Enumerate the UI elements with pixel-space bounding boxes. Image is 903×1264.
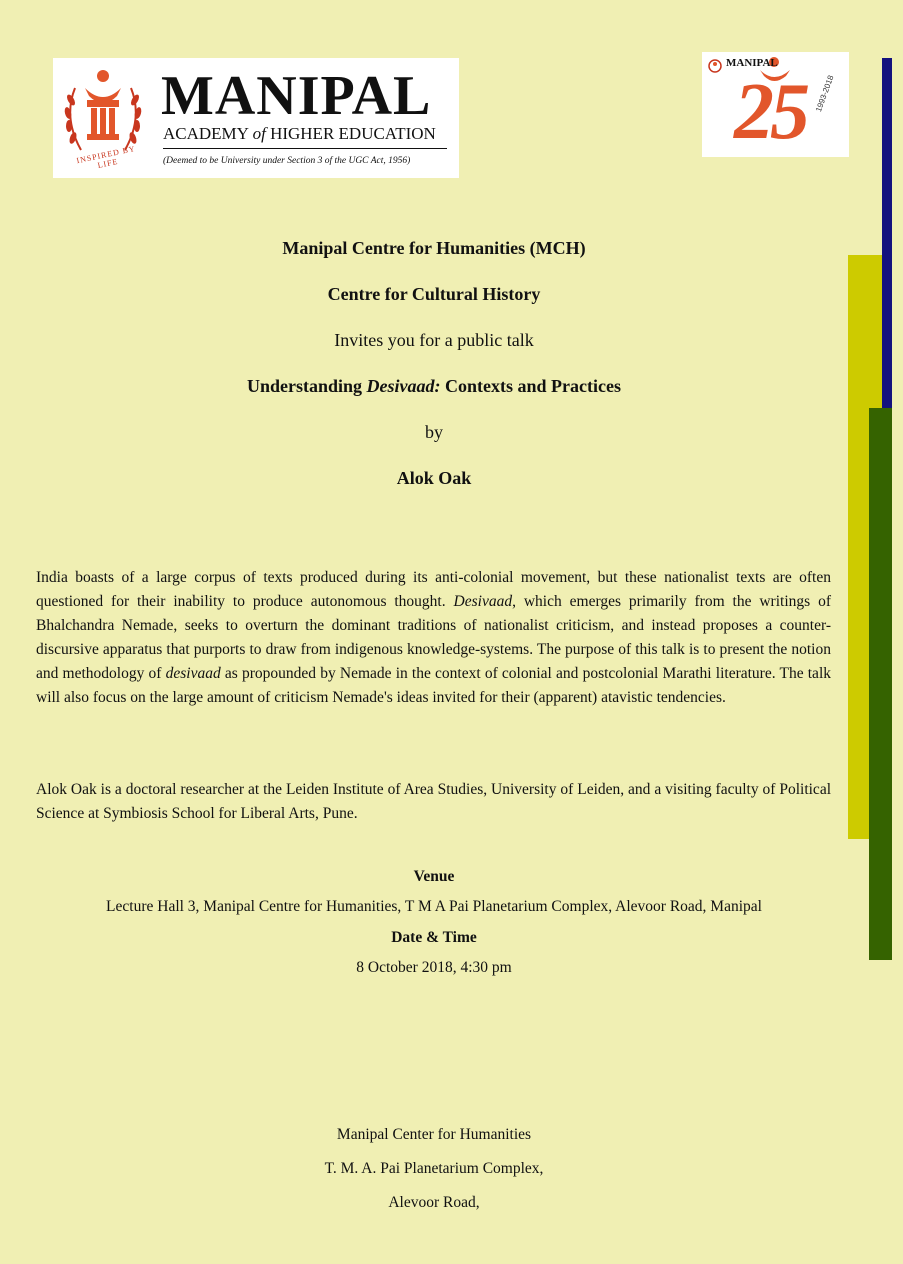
manipal-logo-name: MANIPAL — [161, 65, 432, 127]
manipal-logo-subtitle: ACADEMY of HIGHER EDUCATION — [163, 124, 436, 143]
manipal-25-years: 1993-2018 — [814, 74, 836, 114]
footer-address-line-1: Manipal Center for Humanities — [336, 1126, 532, 1143]
manipal-logo-rule — [163, 148, 447, 149]
organizer-name: Manipal Centre for Humanities (MCH) — [282, 238, 586, 258]
datetime-value: 8 October 2018, 4:30 pm — [356, 959, 512, 976]
talk-abstract: India boasts of a large corpus of texts produced during its anti-colonial movement, but these nationalist texts are often questioned for their inability to produce autonomous thought. Desivaad, which emerges primarily from the writings of Bhalchandra Nemade, seeks to overturn the dominant traditions of nationalist criticism, and instead proposes a counter-discursive apparatus that purports to draw from indigenous knowledge-systems. The purpose of this talk is to present the notion and methodology of desivaad as propounded by Nemade in the context of colonial and postcolonial Marathi literature. The talk will also focus on the large amount of criticism Nemade's ideas invited for their (apparent) atavistic tendencies. — [36, 569, 831, 706]
invitation-line: Invites you for a public talk — [334, 330, 534, 350]
manipal-25-years-logo — [702, 52, 849, 157]
by-line: by — [425, 422, 443, 442]
venue-label: Venue — [413, 868, 455, 885]
centre-name: Centre for Cultural History — [327, 284, 541, 304]
footer-address-line-3: Alevoor Road, — [388, 1194, 480, 1211]
manipal-logo-deemed: (Deemed to be University under Section 3 of the UGC Act, 1956) — [163, 156, 411, 166]
manipal-25-number: 25 — [734, 68, 806, 156]
venue-value: Lecture Hall 3, Manipal Centre for Humanities, T M A Pai Planetarium Complex, Alevoor Road, Manipal — [106, 898, 762, 915]
footer-address-line-2: T. M. A. Pai Planetarium Complex, — [324, 1160, 544, 1177]
manipal-25-logo-name: MANIPAL — [726, 57, 778, 69]
decorative-bar-green — [869, 408, 892, 960]
datetime-label: Date & Time — [391, 929, 477, 946]
manipal-motto: INSPIRED BY LIFE — [75, 143, 137, 170]
talk-title: Understanding Desivaad: Contexts and Practices — [247, 376, 621, 396]
speaker-name: Alok Oak — [396, 468, 472, 488]
speaker-bio: Alok Oak is a doctoral researcher at the Leiden Institute of Area Studies, University of Leiden, and a visiting faculty of Political Science at Symbiosis School for Liberal Arts, Pune. — [36, 781, 831, 822]
manipal-academy-logo — [53, 58, 459, 178]
